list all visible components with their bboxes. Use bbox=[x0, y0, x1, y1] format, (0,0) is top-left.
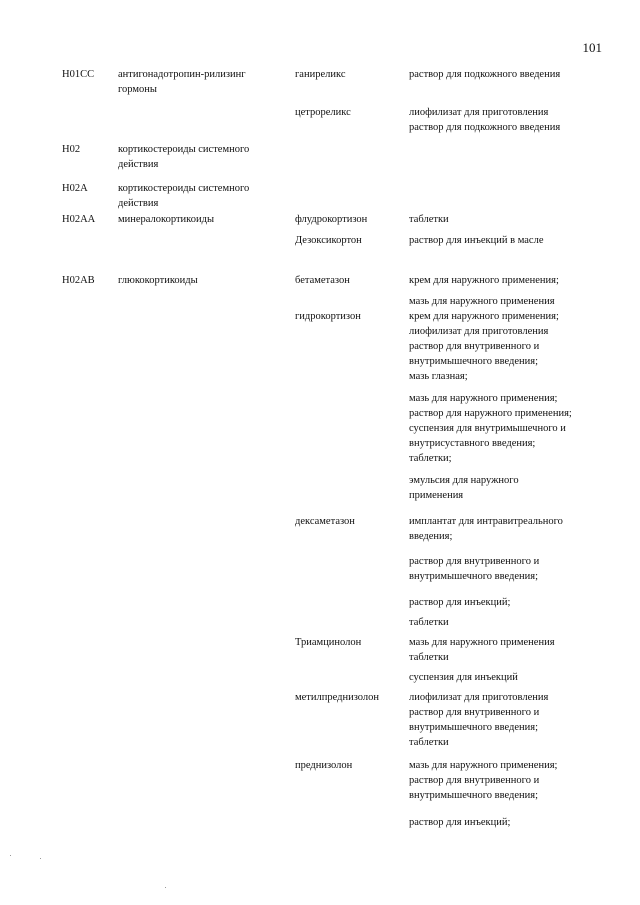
group-name: кортикостероиды системного bbox=[118, 183, 250, 194]
drug-name: ганиреликс bbox=[295, 69, 346, 80]
drug-name: метилпреднизолон bbox=[295, 692, 380, 703]
dosage-form: крем для наружного применения; bbox=[409, 311, 559, 322]
dosage-form: эмульсия для наружного bbox=[409, 475, 519, 486]
dosage-form: имплантат для интравитреального bbox=[409, 516, 563, 527]
dosage-form: мазь для наружного применения; bbox=[409, 393, 558, 404]
atc-code: H02AB bbox=[62, 275, 95, 286]
dosage-form: таблетки bbox=[409, 617, 449, 628]
dosage-form: внутрисуставного введения; bbox=[409, 438, 536, 449]
dosage-form: суспензия для внутримышечного и bbox=[409, 423, 566, 434]
dosage-form: суспензия для инъекций bbox=[409, 672, 518, 683]
dosage-form: раствор для внутривенного и bbox=[409, 556, 540, 567]
dosage-form: внутримышечного введения; bbox=[409, 722, 539, 733]
group-name: минералокортикоиды bbox=[118, 214, 215, 225]
drug-name: бетаметазон bbox=[295, 275, 350, 286]
dosage-form: раствор для инъекций; bbox=[409, 597, 511, 608]
scan-speck bbox=[40, 858, 41, 859]
drug-name: преднизолон bbox=[295, 760, 353, 771]
dosage-form: раствор для внутривенного и bbox=[409, 775, 540, 786]
group-name: антигонадотропин-рилизинг bbox=[118, 69, 246, 80]
page-number: 101 bbox=[582, 40, 602, 55]
drug-name: Триамцинолон bbox=[295, 637, 362, 648]
dosage-form: таблетки; bbox=[409, 453, 452, 464]
group-name: глюкокортикоиды bbox=[118, 275, 198, 286]
dosage-form: таблетки bbox=[409, 652, 449, 663]
drug-name: дексаметазон bbox=[295, 516, 355, 527]
drug-name: цетрореликс bbox=[295, 107, 351, 118]
dosage-form: раствор для внутривенного и bbox=[409, 341, 540, 352]
dosage-form: раствор для подкожного введения bbox=[409, 122, 561, 133]
scan-speck bbox=[165, 887, 166, 888]
drug-name: флудрокортизон bbox=[295, 214, 368, 225]
dosage-form: раствор для инъекций в масле bbox=[409, 235, 544, 246]
dosage-form: мазь для наружного применения; bbox=[409, 760, 558, 771]
dosage-form: таблетки bbox=[409, 737, 449, 748]
dosage-form: мазь для наружного применения bbox=[409, 637, 555, 648]
dosage-form: внутримышечного введения; bbox=[409, 571, 539, 582]
dosage-form: крем для наружного применения; bbox=[409, 275, 559, 286]
dosage-form: лиофилизат для приготовления bbox=[409, 692, 549, 703]
dosage-form: лиофилизат для приготовления bbox=[409, 326, 549, 337]
drug-name: Дезоксикортон bbox=[295, 235, 362, 246]
dosage-form: внутримышечного введения; bbox=[409, 790, 539, 801]
atc-code: H02 bbox=[62, 144, 81, 155]
dosage-form: внутримышечного введения; bbox=[409, 356, 539, 367]
atc-code: H02A bbox=[62, 183, 88, 194]
atc-code: H02AA bbox=[62, 214, 96, 225]
group-name: гормоны bbox=[118, 84, 157, 95]
dosage-form: применения bbox=[409, 490, 464, 501]
dosage-form: таблетки bbox=[409, 214, 449, 225]
drug-name: гидрокортизон bbox=[295, 311, 361, 322]
dosage-form: раствор для инъекций; bbox=[409, 817, 511, 828]
dosage-form: лиофилизат для приготовления bbox=[409, 107, 549, 118]
atc-code: H01CC bbox=[62, 69, 95, 80]
dosage-form: раствор для наружного применения; bbox=[409, 408, 572, 419]
dosage-form: раствор для подкожного введения bbox=[409, 69, 561, 80]
group-name: действия bbox=[118, 159, 159, 170]
scan-speck bbox=[10, 855, 11, 856]
group-name: действия bbox=[118, 198, 159, 209]
dosage-form: мазь для наружного применения bbox=[409, 296, 555, 307]
group-name: кортикостероиды системного bbox=[118, 144, 250, 155]
dosage-form: мазь глазная; bbox=[409, 371, 468, 382]
dosage-form: раствор для внутривенного и bbox=[409, 707, 540, 718]
dosage-form: введения; bbox=[409, 531, 453, 542]
